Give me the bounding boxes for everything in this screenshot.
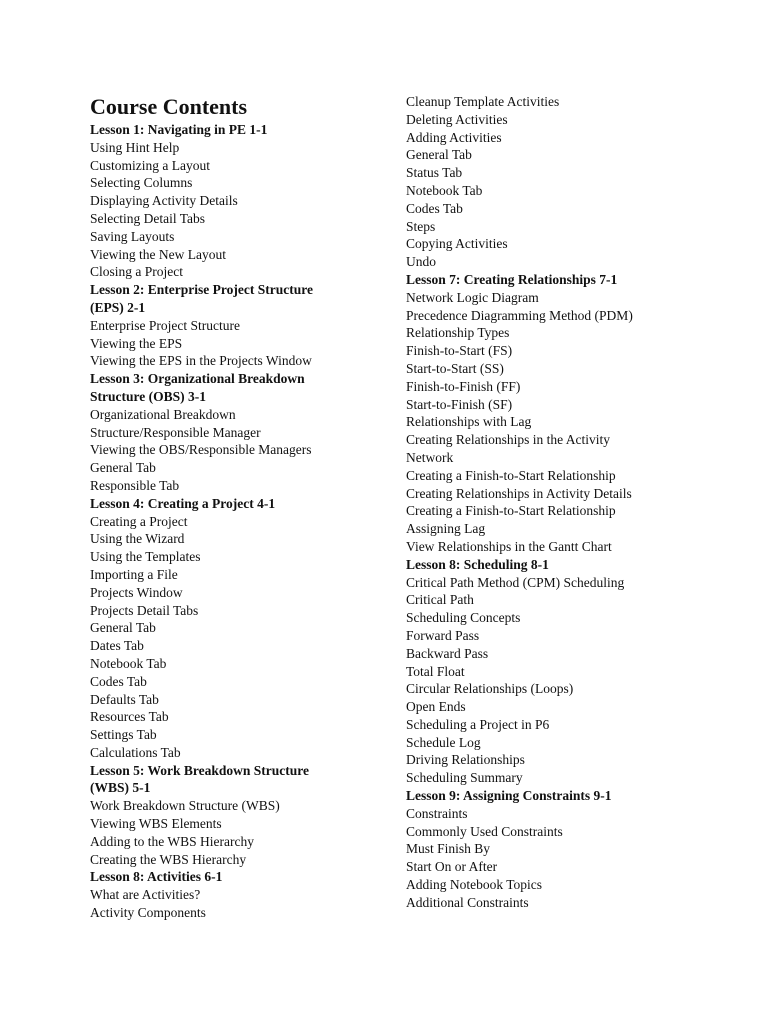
topic-entry: Additional Constraints: [406, 894, 529, 910]
topic-entry: Viewing WBS Elements: [90, 816, 222, 832]
topic-entry: Work Breakdown Structure (WBS): [90, 798, 280, 814]
topic-entry: Customizing a Layout: [90, 157, 210, 173]
right-contents-list: [406, 93, 726, 912]
lesson-heading: Lesson 7: Creating Relationships 7-1: [406, 271, 618, 287]
right-column: [406, 93, 726, 912]
lesson-heading: (EPS) 2-1: [90, 299, 146, 315]
left-column: [90, 93, 390, 922]
topic-entry: Undo: [406, 254, 436, 270]
lesson-heading: Lesson 8: Scheduling 8-1: [406, 556, 549, 572]
topic-entry: Constraints: [406, 805, 468, 821]
topic-entry: Importing a File: [90, 566, 178, 582]
topic-entry: Open Ends: [406, 699, 466, 715]
topic-entry: Selecting Columns: [90, 175, 193, 191]
topic-entry: Resources Tab: [90, 709, 169, 725]
topic-entry: Creating Relationships in Activity Details: [406, 485, 632, 501]
topic-entry: Precedence Diagramming Method (PDM): [406, 307, 633, 323]
topic-entry: Copying Activities: [406, 236, 508, 252]
topic-entry: Projects Window: [90, 584, 183, 600]
topic-entry: Viewing the OBS/Responsible Managers: [90, 442, 312, 458]
topic-entry: Creating a Finish-to-Start Relationship: [406, 503, 616, 519]
topic-entry: Start-to-Finish (SF): [406, 396, 513, 412]
topic-entry: Creating the WBS Hierarchy: [90, 851, 247, 867]
topic-entry: Viewing the EPS: [90, 335, 183, 351]
page-title: Course Contents: [90, 94, 248, 119]
lesson-heading: Lesson 1: Navigating in PE 1-1: [90, 122, 268, 137]
topic-entry: General Tab: [90, 620, 156, 636]
topic-entry: Scheduling a Project in P6: [406, 716, 550, 732]
topic-entry: Codes Tab: [90, 673, 147, 689]
topic-entry: Responsible Tab: [90, 477, 180, 493]
topic-entry: Critical Path Method (CPM) Scheduling: [406, 574, 625, 590]
left-contents-list: [90, 121, 390, 922]
topic-entry: Total Float: [406, 663, 465, 679]
topic-entry: Assigning Lag: [406, 521, 486, 537]
topic-entry: General Tab: [406, 147, 472, 163]
topic-entry: Cleanup Template Activities: [406, 94, 560, 109]
topic-entry: Network: [406, 449, 454, 465]
topic-entry: Viewing the New Layout: [90, 246, 227, 262]
topic-entry: Commonly Used Constraints: [406, 823, 563, 839]
topic-entry: Adding Activities: [406, 129, 502, 145]
topic-entry: Calculations Tab: [90, 744, 181, 760]
topic-entry: Relationship Types: [406, 325, 510, 341]
topic-entry: Start On or After: [406, 859, 498, 875]
topic-entry: What are Activities?: [90, 887, 201, 903]
topic-entry: Start-to-Start (SS): [406, 360, 504, 376]
lesson-heading: (WBS) 5-1: [90, 780, 151, 796]
topic-entry: Forward Pass: [406, 627, 480, 643]
topic-entry: Saving Layouts: [90, 228, 175, 244]
lesson-heading: Lesson 3: Organizational Breakdown: [90, 371, 305, 387]
lesson-heading: Lesson 4: Creating a Project 4-1: [90, 495, 276, 511]
topic-entry: Finish-to-Finish (FF): [406, 378, 521, 394]
topic-entry: Enterprise Project Structure: [90, 317, 240, 333]
topic-entry: General Tab: [90, 460, 156, 476]
topic-entry: Settings Tab: [90, 727, 157, 743]
topic-entry: Selecting Detail Tabs: [90, 210, 206, 226]
topic-entry: Projects Detail Tabs: [90, 602, 199, 618]
topic-entry: Driving Relationships: [406, 752, 525, 768]
topic-entry: Scheduling Concepts: [406, 610, 521, 626]
topic-entry: Scheduling Summary: [406, 770, 523, 786]
topic-entry: Notebook Tab: [90, 655, 167, 671]
topic-entry: Using the Templates: [90, 549, 201, 565]
topic-entry: Creating Relationships in the Activity: [406, 432, 610, 448]
topic-entry: Closing a Project: [90, 264, 183, 280]
topic-entry: Finish-to-Start (FS): [406, 343, 513, 359]
lesson-heading: Structure (OBS) 3-1: [90, 388, 206, 404]
topic-entry: Defaults Tab: [90, 691, 159, 707]
topic-entry: Backward Pass: [406, 645, 489, 661]
topic-entry: Viewing the EPS in the Projects Window: [90, 353, 312, 369]
topic-entry: Relationships with Lag: [406, 414, 532, 430]
topic-entry: Adding to the WBS Hierarchy: [90, 833, 254, 849]
topic-entry: Deleting Activities: [406, 111, 508, 127]
lesson-heading: Lesson 5: Work Breakdown Structure: [90, 762, 310, 778]
topic-entry: Activity Components: [90, 905, 206, 921]
lesson-heading: Lesson 2: Enterprise Project Structure: [90, 282, 313, 298]
topic-entry: Must Finish By: [406, 841, 491, 857]
topic-entry: Critical Path: [406, 592, 474, 608]
topic-entry: Status Tab: [406, 165, 463, 181]
topic-entry: Circular Relationships (Loops): [406, 681, 574, 697]
topic-entry: Displaying Activity Details: [90, 193, 238, 209]
lesson-heading: Lesson 9: Assigning Constraints 9-1: [406, 788, 612, 804]
lesson-heading: Lesson 8: Activities 6-1: [90, 869, 223, 885]
topic-entry: Adding Notebook Topics: [406, 877, 543, 893]
topic-entry: Schedule Log: [406, 734, 481, 750]
topic-entry: Creating a Project: [90, 513, 188, 529]
topic-entry: Using Hint Help: [90, 139, 180, 155]
topic-entry: Structure/Responsible Manager: [90, 424, 261, 440]
topic-entry: Using the Wizard: [90, 531, 185, 547]
topic-entry: Notebook Tab: [406, 182, 483, 198]
topic-entry: Dates Tab: [90, 638, 144, 654]
topic-entry: Organizational Breakdown: [90, 406, 236, 422]
topic-entry: Network Logic Diagram: [406, 289, 539, 305]
topic-entry: Creating a Finish-to-Start Relationship: [406, 467, 616, 483]
topic-entry: View Relationships in the Gantt Chart: [406, 538, 612, 554]
topic-entry: Steps: [406, 218, 436, 234]
topic-entry: Codes Tab: [406, 200, 463, 216]
